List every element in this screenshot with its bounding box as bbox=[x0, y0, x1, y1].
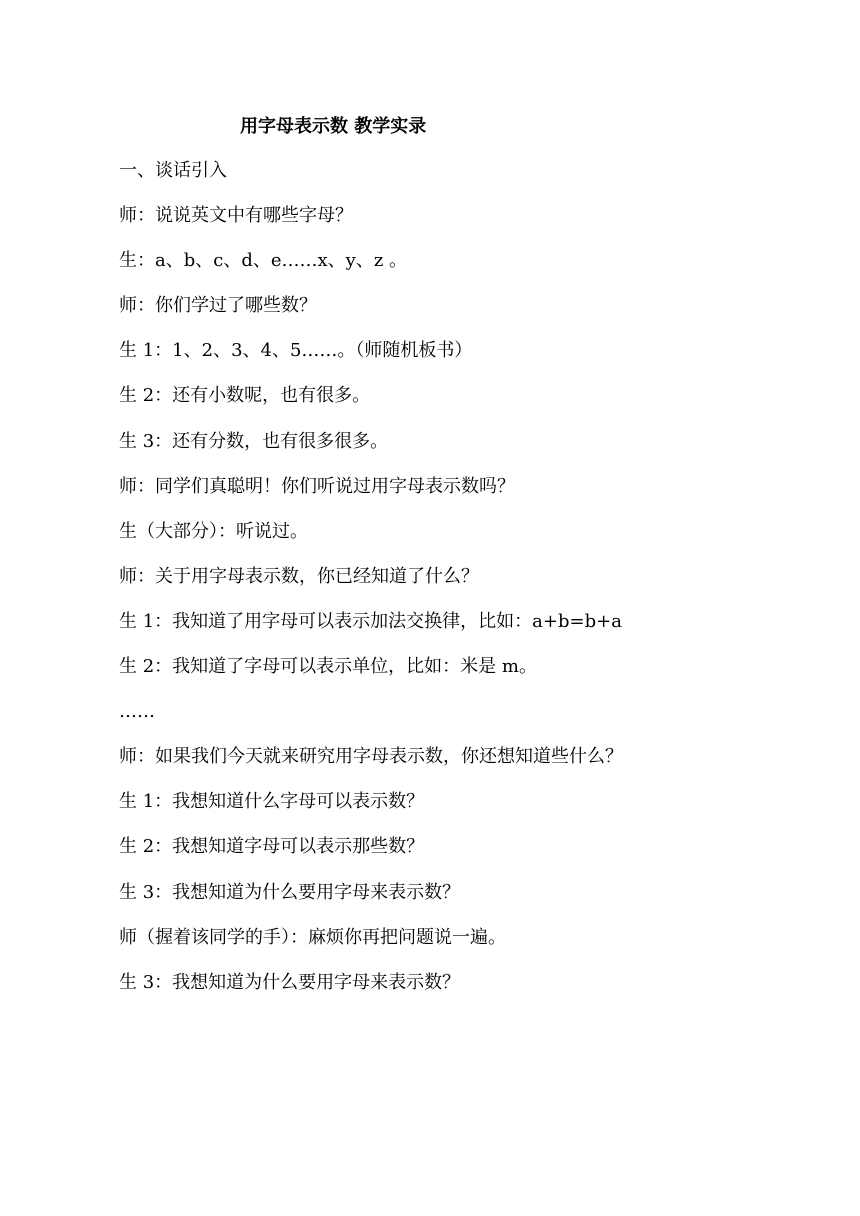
dialogue-line: 生：a、b、c、d、e……x、y、z 。 bbox=[119, 250, 408, 272]
dialogue-line: 生 2：我想知道字母可以表示那些数？ bbox=[119, 836, 425, 858]
dialogue-line: 生 3：我想知道为什么要用字母来表示数？ bbox=[119, 971, 461, 993]
dialogue-line: 生 3：还有分数，也有很多很多。 bbox=[119, 430, 389, 452]
dialogue-line: 师：关于用字母表示数，你已经知道了什么？ bbox=[119, 565, 479, 587]
dialogue-line: 师：如果我们今天就来研究用字母表示数，你还想知道些什么？ bbox=[119, 746, 623, 768]
dialogue-line: 生 1：我想知道什么字母可以表示数？ bbox=[119, 791, 425, 813]
transcript-body bbox=[119, 158, 759, 1015]
dialogue-line: 生 1：1、2、3、4、5……。（师随机板书） bbox=[119, 340, 473, 362]
dialogue-line: 师：你们学过了哪些数？ bbox=[119, 295, 317, 317]
dialogue-line: 生 1：我知道了用字母可以表示加法交换律，比如：a+b=b+a bbox=[119, 610, 622, 632]
dialogue-line: 生（大部分）：听说过。 bbox=[119, 520, 308, 542]
section-heading: 一、谈话引入 bbox=[119, 160, 227, 181]
ellipsis-line: …… bbox=[119, 701, 155, 723]
dialogue-line: 生 3：我想知道为什么要用字母来表示数？ bbox=[119, 881, 461, 903]
dialogue-line: 生 2：我知道了字母可以表示单位，比如：米是 m。 bbox=[119, 656, 537, 678]
dialogue-line: 师：说说英文中有哪些字母？ bbox=[119, 205, 353, 227]
dialogue-line: 生 2：还有小数呢，也有很多。 bbox=[119, 385, 371, 407]
document-title: 用字母表示数 教学实录 bbox=[240, 116, 427, 137]
dialogue-line: 师：同学们真聪明！你们听说过用字母表示数吗？ bbox=[119, 475, 515, 497]
dialogue-line: 师（握着该同学的手）：麻烦你再把问题说一遍。 bbox=[119, 926, 506, 948]
